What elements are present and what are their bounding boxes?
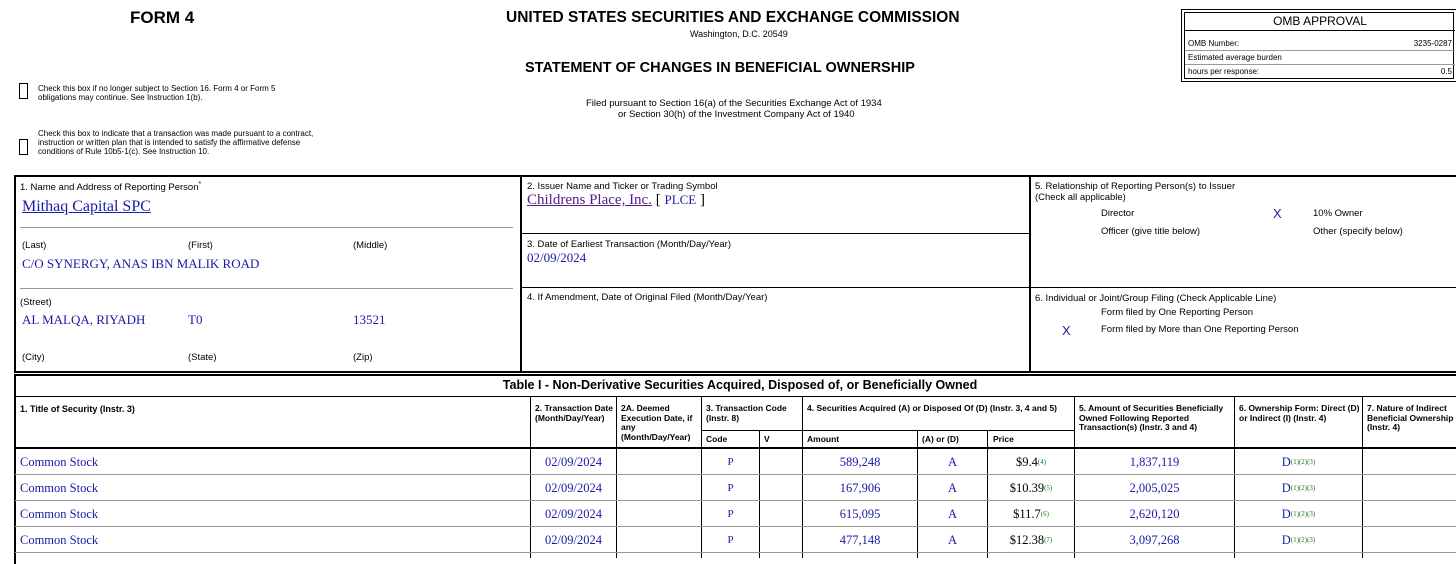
omb-hours-value: 0.5	[1440, 67, 1452, 76]
row-code: P	[727, 534, 734, 546]
row-aord: A	[947, 506, 958, 521]
box4-label: 4. If Amendment, Date of Original Filed (Month/Day/Year)	[527, 292, 768, 303]
row-amount: 589,248	[839, 454, 881, 469]
row-aord: A	[947, 532, 958, 547]
row-amount: 477,148	[839, 532, 881, 547]
row-owned: 2,005,025	[1129, 480, 1180, 495]
middle-label: (Middle)	[353, 240, 388, 251]
row-date: 02/09/2024	[545, 532, 602, 547]
filed-pursuant-1: Filed pursuant to Section 16(a) of the Securities Exchange Act of 1934	[586, 98, 882, 109]
row-owned: 2,620,120	[1129, 506, 1180, 521]
row-price: $9.4 (4)	[1015, 454, 1047, 469]
zip-label: (Zip)	[353, 352, 373, 363]
row-form: D (1)(2)(3)	[1281, 532, 1316, 547]
ten-percent-owner-label: 10% Owner	[1313, 208, 1363, 219]
officer-label: Officer (give title below)	[1101, 226, 1201, 237]
first-label: (First)	[188, 240, 213, 251]
row-date: 02/09/2024	[545, 454, 602, 469]
last-label: (Last)	[22, 240, 47, 251]
ten-percent-owner-mark: X	[1273, 206, 1282, 221]
row-form: D (1)(2)(3)	[1281, 454, 1316, 469]
other-label: Other (specify below)	[1313, 226, 1403, 237]
col-code-header: 3. Transaction Code (Instr. 8)	[706, 403, 787, 423]
reporting-person-link[interactable]: Mithaq Capital SPC	[22, 198, 151, 215]
city-value: AL MALQA, RIYADH	[22, 312, 146, 327]
row-aord: A	[947, 480, 958, 495]
box3-label: 3. Date of Earliest Transaction (Month/Day/Year)	[527, 239, 731, 250]
form-title: FORM 4	[130, 8, 195, 27]
street-label: (Street)	[20, 297, 52, 308]
row-price: $10.39 (5)	[1009, 480, 1053, 495]
row-code: P	[727, 508, 734, 520]
col-deemed-header: 2A. Deemed Execution Date, if any (Month/Day/Year)	[621, 403, 693, 442]
box2-label: 2. Issuer Name and Ticker or Trading Symbol	[527, 181, 718, 192]
state-value: T0	[188, 312, 203, 327]
omb-title: OMB APPROVAL	[1273, 14, 1367, 28]
row-amount: 615,095	[839, 506, 881, 521]
col-date-header: 2. Transaction Date (Month/Day/Year)	[535, 403, 613, 423]
checkbox1-text: Check this box if no longer subject to Section 16. Form 4 or Form 5 obligations may continue. See Instruction 1(b).	[38, 84, 276, 102]
row-form: D (1)(2)(3)	[1281, 480, 1316, 495]
filed-pursuant-2: or Section 30(h) of the Investment Company Act of 1940	[618, 109, 855, 120]
row-owned: 1,837,119	[1129, 454, 1180, 469]
director-label: Director	[1101, 208, 1135, 219]
col-owned-header: 5. Amount of Securities Beneficially Owned Following Reported Transaction(s) (Instr. 3 and 4)	[1079, 403, 1224, 432]
col-acquired-header: 4. Securities Acquired (A) or Disposed Of (D) (Instr. 3, 4 and 5)	[807, 403, 1058, 413]
more-person-mark: X	[1062, 323, 1071, 338]
row-title: Common Stock	[20, 454, 99, 469]
row-title: Common Stock	[20, 480, 99, 495]
row-date: 02/09/2024	[545, 480, 602, 495]
city-label: (City)	[22, 352, 45, 363]
top-boxes-frame	[14, 175, 1456, 373]
ticker: PLCE	[664, 192, 697, 207]
row-title: Common Stock	[20, 506, 99, 521]
issuer-link[interactable]: Childrens Place, Inc.	[527, 192, 652, 208]
address-line: C/O SYNERGY, ANAS IBN MALIK ROAD	[22, 256, 260, 271]
omb-burden-label: Estimated average burden	[1188, 53, 1282, 62]
earliest-transaction-date: 02/09/2024	[527, 250, 587, 265]
row-date: 02/09/2024	[545, 506, 602, 521]
issuer-line	[527, 192, 705, 209]
state-label: (State)	[188, 352, 217, 363]
omb-hours-label: hours per response:	[1188, 67, 1260, 76]
statement-title: STATEMENT OF CHANGES IN BENEFICIAL OWNERSHIP	[525, 60, 915, 76]
no-longer-subject-checkbox[interactable]	[19, 83, 28, 99]
row-price: $11.7 (6)	[1013, 506, 1049, 521]
col-nature-header: 7. Nature of Indirect Beneficial Ownership (Instr. 4)	[1367, 403, 1454, 432]
box5-label1: 5. Relationship of Reporting Person(s) to Issuer	[1035, 181, 1236, 192]
agency-title: UNITED STATES SECURITIES AND EXCHANGE COMMISSION	[506, 9, 960, 26]
col-price-sub: Price	[993, 434, 1014, 444]
rule-10b5-checkbox[interactable]	[19, 139, 28, 155]
agency-location: Washington, D.C. 20549	[690, 29, 788, 39]
row-amount: 167,906	[839, 480, 881, 495]
col-title-header: 1. Title of Security (Instr. 3)	[20, 404, 135, 414]
col-code-sub: Code	[706, 434, 728, 444]
col-aord-sub: (A) or (D)	[922, 434, 959, 444]
bracket-open: [	[655, 192, 661, 208]
box6-label: 6. Individual or Joint/Group Filing (Check Applicable Line)	[1035, 293, 1277, 304]
box5-label2: (Check all applicable)	[1035, 192, 1126, 203]
more-person-label: Form filed by More than One Reporting Person	[1101, 324, 1299, 335]
table1-title: Table I - Non-Derivative Securities Acquired, Disposed of, or Beneficially Owned	[502, 378, 978, 392]
row-code: P	[727, 482, 734, 494]
bracket-close: ]	[700, 192, 706, 208]
omb-approval-box	[1181, 9, 1456, 82]
box1-label: 1. Name and Address of Reporting Person*	[20, 180, 202, 193]
col-amount-sub: Amount	[807, 434, 840, 444]
row-price: $12.38 (7)	[1009, 532, 1053, 547]
checkbox2-text: Check this box to indicate that a transaction was made pursuant to a contract, instruction or written plan that is intended to satisfy the affirmative defense conditions of Rule 10b5-1(c). See Instruction 10.	[38, 129, 314, 156]
one-person-label: Form filed by One Reporting Person	[1101, 307, 1254, 318]
col-v-sub: V	[764, 434, 770, 444]
omb-number-value: 3235-0287	[1413, 39, 1452, 48]
omb-number-label: OMB Number:	[1188, 39, 1240, 48]
row-owned: 3,097,268	[1129, 532, 1180, 547]
row-title: Common Stock	[20, 532, 99, 547]
row-form: D (1)(2)(3)	[1281, 506, 1316, 521]
col-ownership-form-header: 6. Ownership Form: Direct (D) or Indirect (I) (Instr. 4)	[1239, 403, 1360, 423]
row-code: P	[727, 456, 734, 468]
zip-value: 13521	[353, 312, 386, 327]
row-aord: A	[947, 454, 958, 469]
